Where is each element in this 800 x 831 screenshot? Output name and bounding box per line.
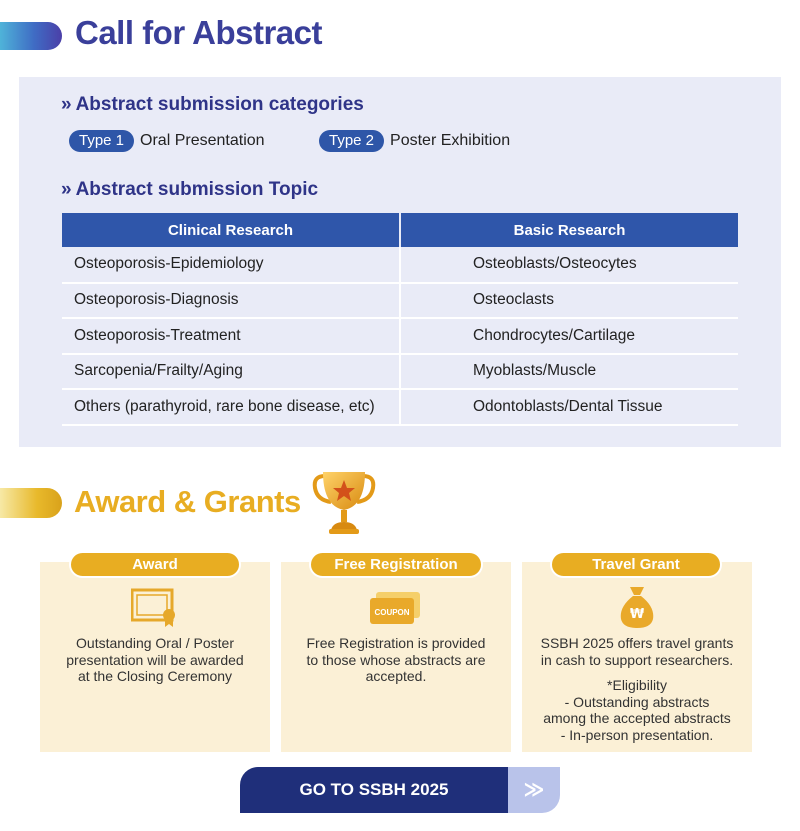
travel-grant-tab: Travel Grant <box>550 551 722 578</box>
certificate-icon <box>131 587 179 627</box>
table-cell: Odontoblasts/Dental Tissue <box>400 389 738 425</box>
award-tab: Award <box>69 551 241 578</box>
categories-row <box>69 130 510 152</box>
table-cell: Myoblasts/Muscle <box>400 354 738 390</box>
svg-text:₩: ₩ <box>629 607 645 622</box>
categories-heading: » Abstract submission categories <box>61 94 364 115</box>
svg-text:COUPON: COUPON <box>374 608 410 617</box>
double-chevron-icon: » <box>61 94 72 115</box>
section-accent-bar <box>0 488 62 518</box>
table-cell: Chondrocytes/Cartilage <box>400 318 738 354</box>
table-cell: Others (parathyroid, rare bone disease, etc) <box>62 389 400 425</box>
category-type-2 <box>319 130 510 152</box>
category-label: Oral Presentation <box>140 132 265 149</box>
money-bag-icon <box>617 585 657 629</box>
go-to-ssbh-label[interactable]: GO TO SSBH 2025 <box>240 767 508 813</box>
topics-table <box>62 213 738 426</box>
type-badge: Type 2 <box>319 130 384 152</box>
table-row <box>62 354 738 390</box>
free-registration-description: Free Registration is provided to those whose abstracts are accepted. <box>306 635 486 684</box>
table-cell: Osteoporosis-Treatment <box>62 318 400 354</box>
award-description: Outstanding Oral / Poster presentation will be awarded at the Closing Ceremony <box>66 635 244 684</box>
award-grants-title: Award & Grants <box>74 484 301 519</box>
section-accent-bar <box>0 22 62 50</box>
table-row <box>62 283 738 319</box>
category-type-1 <box>69 130 319 152</box>
table-header-row <box>62 213 738 247</box>
go-to-ssbh-button[interactable] <box>240 767 560 813</box>
column-header-basic: Basic Research <box>400 213 738 247</box>
call-for-abstract-title: Call for Abstract <box>75 14 322 51</box>
table-cell: Osteoblasts/Osteocytes <box>400 247 738 283</box>
category-label: Poster Exhibition <box>390 132 511 149</box>
double-chevron-icon: » <box>61 179 72 200</box>
table-row <box>62 318 738 354</box>
table-cell: Sarcopenia/Frailty/Aging <box>62 354 400 390</box>
type-badge: Type 1 <box>69 130 134 152</box>
column-header-clinical: Clinical Research <box>62 213 400 247</box>
table-cell: Osteoclasts <box>400 283 738 319</box>
table-cell: Osteoporosis-Epidemiology <box>62 247 400 283</box>
table-row <box>62 389 738 425</box>
travel-grant-description: SSBH 2025 offers travel grants in cash to support researchers. *Eligibility - Outstanding abstracts among the accepted abstracts - In-person presentation. <box>540 635 734 743</box>
trophy-icon <box>311 468 377 538</box>
topic-heading: » Abstract submission Topic <box>61 179 319 200</box>
coupon-icon <box>368 592 422 626</box>
free-registration-tab: Free Registration <box>309 551 483 578</box>
table-row <box>62 247 738 283</box>
table-cell: Osteoporosis-Diagnosis <box>62 283 400 319</box>
double-chevron-right-icon[interactable]: ≫ <box>508 767 560 813</box>
